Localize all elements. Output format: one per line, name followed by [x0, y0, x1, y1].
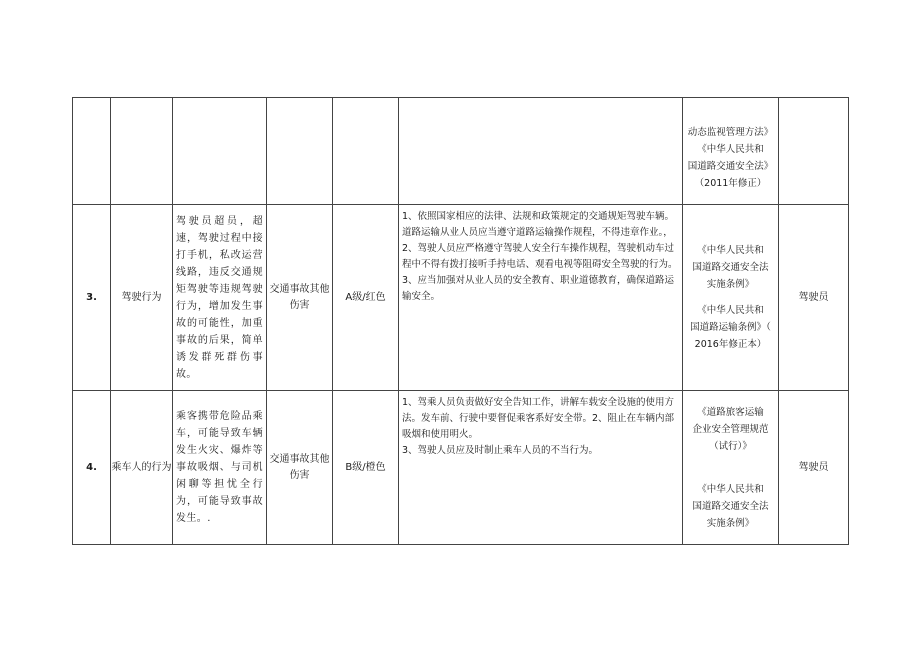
table-row	[73, 98, 849, 205]
basis-line: 2016年修正本）	[694, 339, 767, 350]
risk-description	[173, 98, 267, 205]
row-number: 3.	[73, 205, 111, 391]
risk-table	[72, 97, 849, 545]
basis-line: 《道路旅客运输	[697, 406, 764, 418]
responsible-person: 驾驶员	[779, 205, 849, 391]
legal-basis	[683, 391, 779, 545]
legal-basis	[683, 98, 779, 205]
measure-item: 2、驾驶人员应严格遵守驾驶人安全行车操作规程，驾驶机动车过程中不得有拨打接听手持电话、观看电视等阻碍安全驾驶的行为。	[402, 243, 678, 270]
measure-item: 1、依照国家相应的法律、法规和政策规定的交通规矩驾驶车辆。道路运输从业人员应当遵守道路运输操作规程，不得违章作业。，	[402, 211, 675, 238]
hazard-type: 交通事故其他伤害	[267, 391, 333, 545]
basis-line: 国道路交通安全法	[692, 500, 769, 512]
risk-description: 乘客携带危险品乘车，可能导致车辆发生火灾、爆炸等事故吸烟、与司机闲聊等担忧全行为，可能导致事故发生。.	[173, 391, 267, 545]
basis-line: 《中华人民共和	[697, 245, 764, 256]
risk-level: B级/橙色	[333, 391, 399, 545]
risk-factor: 乘车人的行为	[111, 391, 173, 545]
legal-basis	[683, 205, 779, 391]
basis-line: 动态监视管理方法》	[687, 127, 774, 138]
basis-line: 《中华人民共和	[697, 144, 764, 155]
hazard-type: 交通事故其他伤害	[267, 205, 333, 391]
basis-line: 国道路交通安全法	[692, 262, 769, 273]
basis-line: 《中华人民共和	[697, 483, 764, 495]
risk-factor	[111, 98, 173, 205]
control-measures	[399, 205, 683, 391]
basis-line: （2011年修正）	[694, 178, 767, 189]
risk-level	[333, 98, 399, 205]
basis-line: 国道路交通安全法》	[687, 161, 774, 172]
responsible-person	[779, 98, 849, 205]
measure-item: 3、驾驶人员应及时制止乘车人员的不当行为。	[402, 445, 599, 456]
basis-line: 《中华人民共和	[697, 305, 764, 316]
basis-line: 国道路运输条例》（	[690, 322, 771, 333]
table-row	[73, 205, 849, 391]
table-row	[73, 391, 849, 545]
control-measures	[399, 391, 683, 545]
responsible-person: 驾驶员	[779, 391, 849, 545]
basis-line: （试行）》	[709, 440, 752, 452]
basis-line: 企业安全管理规范	[692, 423, 769, 435]
basis-line: 实施条例》	[706, 279, 755, 290]
risk-level: A级/红色	[333, 205, 399, 391]
hazard-type	[267, 98, 333, 205]
control-measures	[399, 98, 683, 205]
measure-item: 3、应当加强对从业人员的安全教育、职业道德教育，确保道路运输安全。	[402, 275, 675, 302]
risk-description: 驾驶员超员，超速，驾驶过程中接打手机，私改运营线路，违反交通规矩驾驶等违规驾驶行为，增加发生事故的可能性，加重事故的后果，简单诱发群死群伤事故。	[173, 205, 267, 391]
row-number	[73, 98, 111, 205]
measure-item: 1、驾乘人员负责做好安全告知工作，讲解车载安全设施的使用方法。发车前、行驶中要督促乘客系好安全带。2、阻止在车辆内部吸烟和使用明火。	[402, 397, 675, 440]
row-number: 4.	[73, 391, 111, 545]
basis-line: 实施条例》	[706, 517, 755, 529]
risk-factor: 驾驶行为	[111, 205, 173, 391]
